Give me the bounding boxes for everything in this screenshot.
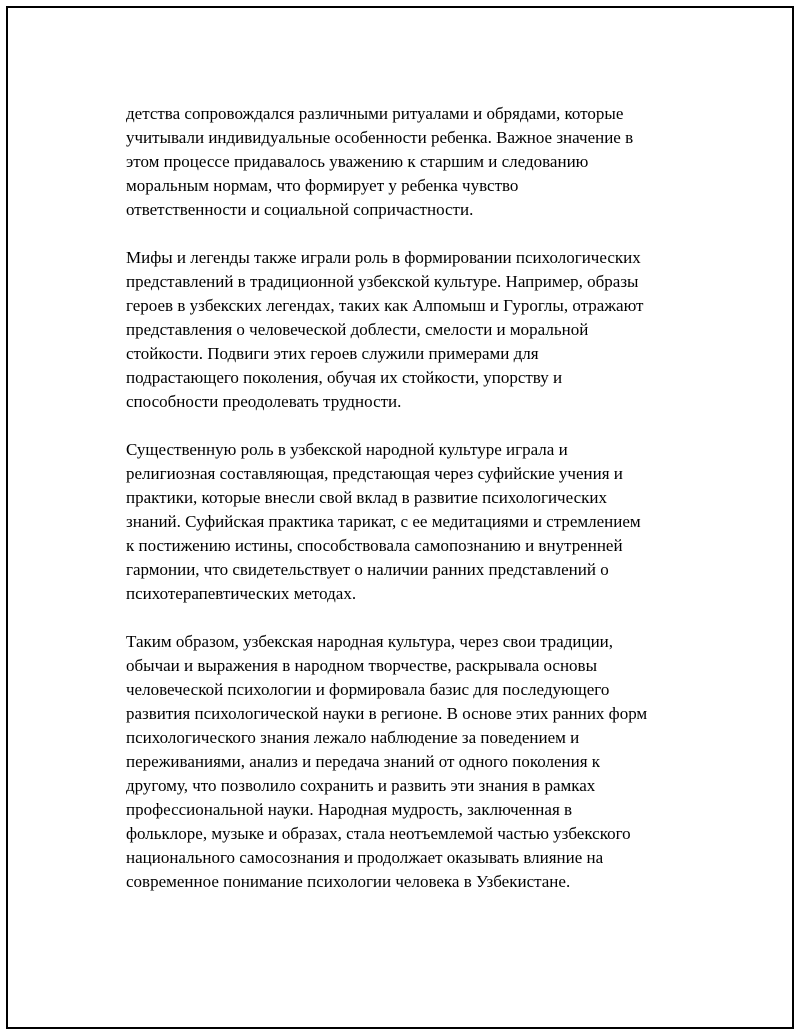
paragraph (126, 102, 716, 222)
text-line: учитывали индивидуальные особенности ребенка. Важное значение в (126, 128, 634, 147)
text-line: представления о человеческой доблести, смелости и моральной (126, 320, 589, 339)
text-line: обычаи и выражения в народном творчестве, раскрывала основы (126, 656, 597, 675)
text-line: психотерапевтических методах. (126, 584, 357, 603)
text-line: религиозная составляющая, предстающая через суфийские учения и (126, 464, 623, 483)
text-line: практики, которые внесли свой вклад в развитие психологических (126, 488, 607, 507)
text-line: профессиональной науки. Народная мудрость, заключенная в (126, 800, 573, 819)
text-line: человеческой психологии и формировала базис для последующего (126, 680, 610, 699)
text-line: переживаниями, анализ и передача знаний от одного поколения к (126, 752, 601, 771)
paragraph (126, 246, 716, 414)
text-line: стойкости. Подвиги этих героев служили примерами для (126, 344, 539, 363)
paragraph (126, 630, 716, 894)
page-frame (6, 6, 794, 1029)
text-line: способности преодолевать трудности. (126, 392, 402, 411)
text-line: современное понимание психологии человека в Узбекистане. (126, 872, 571, 891)
text-line: Таким образом, узбекская народная культура, через свои традиции, (126, 632, 614, 651)
text-line: гармонии, что свидетельствует о наличии ранних представлений о (126, 560, 609, 579)
text-line: представлений в традиционной узбекской культуре. Например, образы (126, 272, 639, 291)
text-line: к постижению истины, способствовала самопознанию и внутренней (126, 536, 623, 555)
text-line: национального самосознания и продолжает оказывать влияние на (126, 848, 604, 867)
document-body (126, 102, 716, 918)
paragraph (126, 438, 716, 606)
text-line: развития психологической науки в регионе. В основе этих ранних форм (126, 704, 648, 723)
text-line: моральным нормам, что формирует у ребенка чувство (126, 176, 519, 195)
text-line: этом процессе придавалось уважению к старшим и следованию (126, 152, 589, 171)
text-line: другому, что позволило сохранить и развить эти знания в рамках (126, 776, 596, 795)
text-line: психологического знания лежало наблюдение за поведением и (126, 728, 580, 747)
text-line: Мифы и легенды также играли роль в формировании психологических (126, 248, 641, 267)
text-line: детства сопровождался различными ритуалами и обрядами, которые (126, 104, 624, 123)
text-line: знаний. Суфийская практика тарикат, с ее медитациями и стремлением (126, 512, 641, 531)
text-line: ответственности и социальной сопричастности. (126, 200, 474, 219)
text-line: Существенную роль в узбекской народной культуре играла и (126, 440, 568, 459)
text-line: подрастающего поколения, обучая их стойкости, упорству и (126, 368, 563, 387)
text-line: фольклоре, музыке и образах, стала неотъемлемой частью узбекского (126, 824, 631, 843)
text-line: героев в узбекских легендах, таких как Алпомыш и Гуроглы, отражают (126, 296, 644, 315)
